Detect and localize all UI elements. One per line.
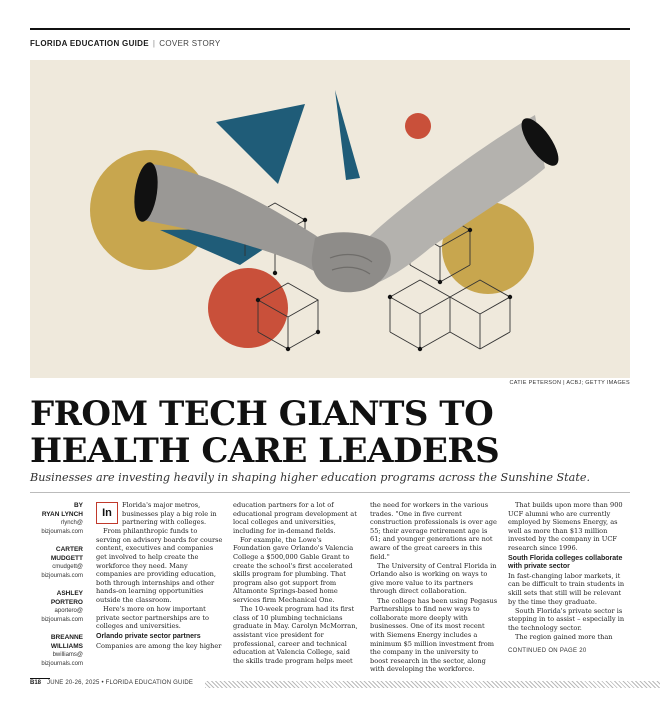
article-paragraph: South Florida's private sector is stepping in to assist – especially in the technology sector. [508,606,625,632]
page-footer [30,680,660,690]
article-column-2 [233,501,361,666]
headline-line-1: FROM TECH GIANTS TO [30,394,494,434]
byline-2 [30,545,83,580]
byline-name: WILLIAMS [50,643,83,650]
article-paragraph: The college has been using Pegasus Partnerships to find new ways to collaborate more deeply with businesses. One of its most recent with Siemens Energy includes a minimum $5 million investment from the company in the university to boost research in the sector, along with developing the workforce. [370,596,498,674]
article-paragraph: In fast-changing labor markets, it can be difficult to train students in skill sets that still will be relevant by the time they graduate. [508,571,625,606]
subhead: Orlando private sector partners [96,632,201,640]
byline-email[interactable]: bwilliams@ [52,652,83,658]
article-column-3 [370,501,498,674]
publication-kicker: FLORIDA EDUCATION GUIDE [30,39,149,48]
red-circle-small [405,113,431,139]
article-paragraph: The 10-week program had its first class of 10 plumbing technicians graduate in May. Carolyn McMorran, assistant vice president for professional, career and technical education at Valencia College, said the skills trade program helps meet [233,605,358,665]
byline-name: MUDGETT [50,555,83,562]
byline-name: ASHLEY [56,590,83,597]
article-paragraph: That builds upon more than 900 UCF alumni who are currently employed by Siemens Energy, as well as more than $13 million invested by the company in UCF research since 1996. [508,501,623,552]
dropcap: In [96,502,118,524]
article-paragraph: From philanthropic funds to serving on advisory boards for course content, executives and companies get involved to help create the workforce they need. Many companies are providing education, both through internships and other hands-on learning opportunities outside the classroom. [96,527,223,605]
photo-credit: CATIE PETERSON | ACBJ; GETTY IMAGES [509,380,630,386]
byline-email-domain[interactable]: bizjournals.com [41,660,83,667]
byline-name: PORTERO [50,599,83,606]
teal-spike [335,90,360,180]
byline-3 [30,589,83,624]
deck: Businesses are investing heavily in shaping higher education programs across the Sunshine State. [30,471,591,484]
byline-4 [30,633,83,668]
hero-illustration [30,60,630,378]
publication-header [30,28,630,48]
article-paragraph: For example, the Lowe's Foundation gave Orlando's Valencia College a $500,000 Gable Grant to create the school's first accelerated skills program for plumbing. That program also got support from Altamonte Springs-based home services firm Mechanical One. [233,535,354,605]
byline-name: BREANNE [50,634,83,641]
footer-info: JUNE 20-26, 2025 • FLORIDA EDUCATION GUIDE [47,680,194,686]
byline-email-domain[interactable]: bizjournals.com [41,616,83,623]
headline-line-2: HEALTH CARE LEADERS [30,431,500,471]
article-paragraph: education partners for a lot of educational program development at local colleges and universities, including for in-demand fields. [233,501,357,535]
red-circle-bottom [208,268,288,348]
page-number: B18 [30,680,42,686]
by-label: BY [73,502,83,509]
byline-email-domain[interactable]: bizjournals.com [41,572,83,579]
byline-column [30,501,83,677]
byline-email[interactable]: cmudgett@ [52,564,83,570]
footer-rule [30,678,50,679]
header-separator: | [152,39,156,48]
section-label: COVER STORY [159,39,221,48]
byline-email-domain[interactable]: bizjournals.com [41,528,83,535]
article-paragraph: The University of Central Florida in Orlando also is working on ways to give more value to its partners through direct collaboration. [370,561,497,596]
deck-rule [30,492,630,493]
article-paragraph: Here's more on how important private sector partnerships are to colleges and universities. [96,605,210,631]
footer-hatch [205,681,660,688]
article-column-1 [96,501,224,651]
article-paragraph: Florida's major metros, businesses play a big role in partnering with colleges. [122,501,217,527]
byline-name: CARTER [55,546,83,553]
headline [30,396,630,470]
article-paragraph: the need for workers in the various trades. "One in five current construction professionals is over age 55; their average retirement age is 61; and younger generations are not aware of the great careers in this field." [370,501,497,561]
article-column-4 [508,501,630,655]
article-paragraph: The region gained more than [515,632,613,641]
byline-1 [30,501,83,536]
subhead: South Florida colleges collaborate with private sector [508,554,623,571]
article-paragraph: Companies are among the key higher [96,641,222,650]
continued-link[interactable]: CONTINUED ON PAGE 20 [508,647,587,654]
byline-email[interactable]: aportero@ [54,608,83,614]
byline-email[interactable]: rlynch@ [60,520,83,526]
clasped-hands [312,232,391,292]
teal-triangle-top [216,104,305,184]
handshake-illustration [30,60,630,378]
byline-name: RYAN LYNCH [41,511,83,518]
